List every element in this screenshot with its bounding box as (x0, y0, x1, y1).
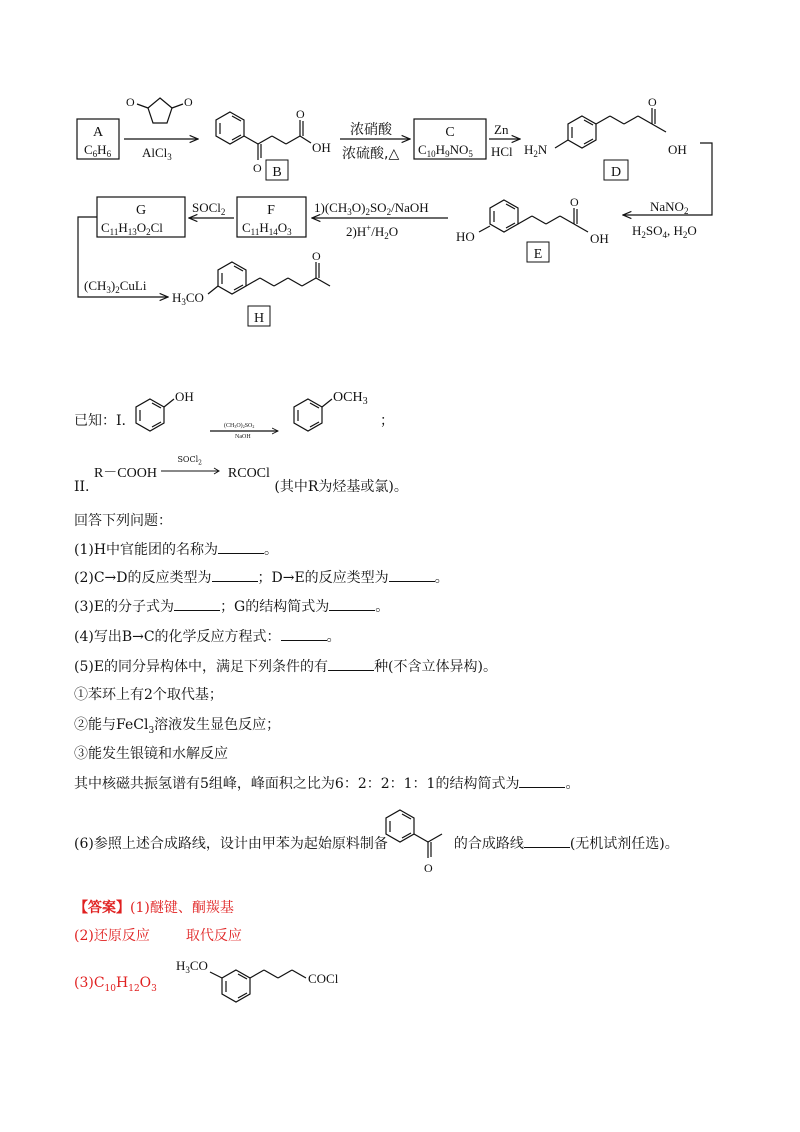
c2-text: ②能与FeCl (74, 717, 149, 733)
reagent-hcl: HCl (491, 144, 513, 159)
known-reaction-1 (130, 385, 410, 445)
box-compound-a (77, 119, 119, 159)
answer-3 (74, 975, 157, 994)
q5b-text: 其中核磁共振氢谱有5组峰，峰面积之比为6：2：2：1：1的结构简式为 (74, 776, 520, 792)
question-5 (74, 657, 497, 676)
known-r2-note: (其中R为烃基或氯)。 (274, 479, 408, 495)
reagent-h2so4-h2o: $H_2SO_4$, $H_2O$ (632, 223, 697, 240)
condition-2 (74, 716, 280, 740)
q3-end: 。 (375, 599, 390, 615)
questions-intro: 回答下列问题： (74, 513, 172, 529)
anhydride-o-right: O (184, 95, 193, 109)
reagent-socl2-fg: SOCl$_2$ (192, 200, 226, 217)
q6-mid: 的合成路线 (453, 836, 524, 852)
q3-text: (3)E的分子式为 (74, 599, 175, 615)
answer-2b: 取代反应 (185, 928, 242, 944)
q2-blank-2 (389, 568, 435, 582)
reagent-h2so4: 浓硫酸,△ (342, 146, 400, 162)
question-3 (74, 597, 389, 616)
svg-text:G: G (135, 203, 147, 218)
formula-a: $C_6H_6$ (84, 142, 112, 159)
known-semicolon: ； (380, 413, 394, 429)
phenol-oh: OH (175, 389, 194, 404)
e-oh: OH (590, 231, 609, 246)
formula-c: $C_{10}H_9NO_5$ (418, 142, 473, 159)
label-e: E (533, 247, 543, 262)
question-1 (74, 540, 278, 559)
known-r2-prefix: II. (74, 479, 90, 495)
answer-2a: (2)还原反应 (74, 928, 150, 944)
known-r1-reagent-bottom: NaOH (235, 434, 251, 440)
label-h: H (253, 311, 265, 326)
q1-answer-blank (218, 540, 264, 554)
q2-mid: ；D→E的反应类型为 (257, 570, 389, 586)
reagent-nano2: NaNO$_2$ (650, 199, 689, 216)
svg-text:C: C (445, 125, 455, 140)
known-r2-left: R－COOH (93, 466, 157, 481)
d-acid-o: O (648, 95, 657, 109)
formula-f: $C_{11}H_{14}O_3$ (242, 220, 292, 237)
acetophenone-structure (378, 806, 448, 876)
known-prefix: 已知：I. (74, 413, 126, 429)
q1-text: (1)H中官能团的名称为 (74, 542, 219, 558)
answer-1-text: (1)醚键、酮羰基 (130, 900, 234, 916)
q2-text: (2)C→D的反应类型为 (74, 570, 212, 586)
e-ho: HO (456, 229, 475, 244)
known-r1-reagent-top: (CH3O)2SO2 (224, 423, 255, 429)
acetophenone-o: O (424, 861, 433, 875)
q2-blank-1 (212, 568, 258, 582)
compound-h-structure (208, 262, 330, 294)
q5-end: 种(不含立体异构)。 (374, 659, 497, 675)
box-compound-c (414, 119, 486, 159)
d-amine: $H_2N$ (524, 142, 548, 159)
answer-g-structure (170, 950, 370, 1010)
label-d: D (610, 165, 622, 180)
q4-end: 。 (326, 629, 341, 645)
question-4 (74, 627, 341, 646)
svg-text:A: A (92, 125, 104, 140)
condition-3: ③能发生银镜和水解反应 (74, 746, 228, 762)
b-oh: OH (312, 140, 331, 155)
succinic-anhydride-structure (137, 98, 183, 123)
answer-2 (74, 925, 242, 945)
answer-1 (74, 897, 234, 917)
q6-blank (524, 834, 570, 848)
known-r2-reagent: SOCl$_2$ (177, 455, 202, 467)
b-acid-o: O (296, 107, 305, 121)
synthesis-scheme (0, 0, 800, 340)
q5-blank (328, 657, 374, 671)
reagent-zn: Zn (494, 122, 509, 137)
box-compound-g (97, 197, 185, 237)
q6-text: (6)参照上述合成路线，设计由甲苯为起始原料制备 (74, 836, 388, 852)
answer-tag: 【答案】 (74, 900, 130, 916)
q6-tail: (无机试剂任选)。 (569, 836, 679, 852)
q4-text: (4)写出B→C的化学反应方程式： (74, 629, 281, 645)
q3-blank-1 (174, 597, 220, 611)
svg-text:F: F (267, 203, 275, 218)
q5b-blank (519, 774, 565, 788)
reagent-methylation: $1)(CH_3O)_2SO_2$/NaOH (314, 200, 429, 217)
answer-g-methoxy: $H_3CO$ (176, 958, 208, 975)
label-b: B (272, 165, 282, 180)
q3-blank-2 (329, 597, 375, 611)
question-2 (74, 568, 449, 587)
d-oh: OH (668, 142, 687, 157)
h-methoxy: $H_3CO$ (172, 290, 204, 307)
known-reaction-2 (74, 455, 408, 495)
reagent-hno3: 浓硝酸 (350, 122, 392, 138)
question-5b (74, 774, 579, 793)
known-r2-arrow (161, 455, 223, 477)
h-ketone-o: O (312, 249, 321, 263)
q5-text: (5)E的同分异构体中，满足下列条件的有 (74, 659, 329, 675)
q5b-end: 。 (565, 776, 580, 792)
q4-blank (281, 627, 327, 641)
compound-d-structure (555, 108, 666, 148)
formula-g: $C_{11}H_{13}O_2Cl$ (101, 220, 163, 237)
question-6 (74, 834, 679, 853)
box-compound-f (237, 197, 306, 237)
q2-end: 。 (434, 570, 449, 586)
reagent-acid: $2)H^+/H_2O$ (346, 223, 399, 241)
condition-1: ①苯环上有2个取代基； (74, 687, 223, 703)
reagent-alcl3: AlCl$_3$ (142, 145, 172, 162)
c2-sub: 3 (148, 725, 155, 736)
answer-3-formula: $(3)C_{10}H_{12}O_3$ (74, 975, 157, 994)
q1-end: 。 (264, 542, 279, 558)
anisole-och3: $OCH_3$ (333, 390, 368, 407)
q3-mid: ；G的结构简式为 (220, 599, 330, 615)
c2-tail: 溶液发生显色反应； (154, 717, 281, 733)
known-r2-right: RCOCl (227, 466, 270, 481)
anhydride-o-left: O (126, 95, 135, 109)
e-acid-o: O (570, 195, 579, 209)
reagent-cuprate: $(CH_3)_2CuLi$ (84, 278, 147, 295)
answer-g-cocl: COCl (308, 971, 339, 986)
b-ketone-o: O (253, 161, 262, 175)
